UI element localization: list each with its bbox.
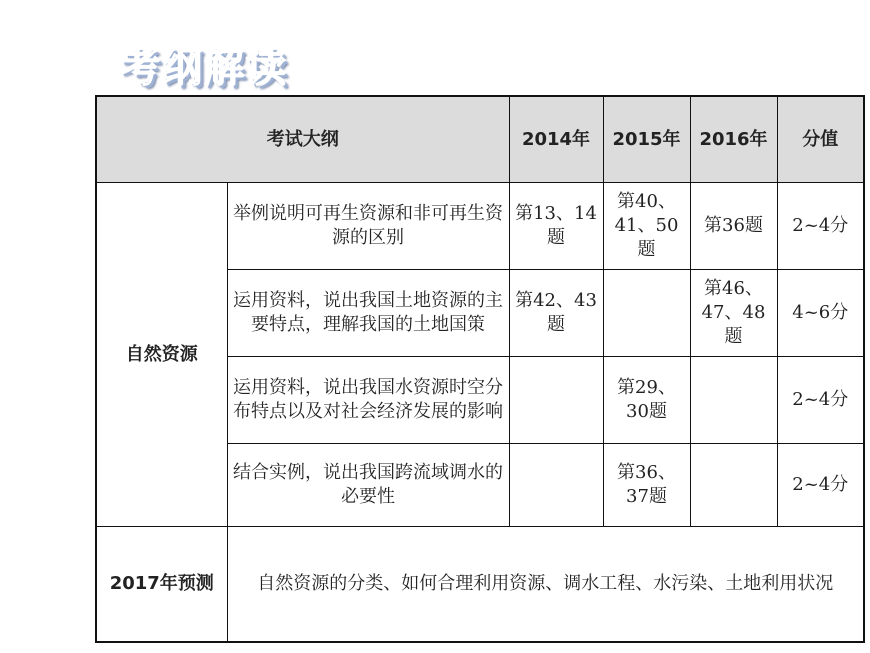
header-2014: 2014年 — [509, 96, 603, 183]
header-2016: 2016年 — [690, 96, 777, 183]
header-2015: 2015年 — [603, 96, 690, 183]
header-syllabus: 考试大纲 — [96, 96, 509, 183]
row-desc: 运用资料，说出我国水资源时空分布特点以及对社会经济发展的影响 — [227, 357, 509, 444]
header-row — [96, 96, 864, 183]
row-score: 4~6分 — [777, 270, 864, 357]
page-title: 考纲解读 — [120, 45, 288, 91]
category-cell: 自然资源 — [96, 183, 227, 527]
row-2014 — [509, 444, 603, 527]
prediction-label: 2017年预测 — [96, 527, 227, 643]
row-2015: 第29、30题 — [603, 357, 690, 444]
row-2015: 第36、37题 — [603, 444, 690, 527]
row-desc: 结合实例，说出我国跨流域调水的必要性 — [227, 444, 509, 527]
header-score: 分值 — [777, 96, 864, 183]
prediction-text: 自然资源的分类、如何合理利用资源、调水工程、水污染、土地利用状况 — [227, 527, 864, 643]
row-desc: 运用资料，说出我国土地资源的主要特点，理解我国的土地国策 — [227, 270, 509, 357]
row-2016 — [690, 357, 777, 444]
row-desc: 举例说明可再生资源和非可再生资源的区别 — [227, 183, 509, 270]
syllabus-table — [95, 95, 865, 643]
row-score: 2~4分 — [777, 444, 864, 527]
row-2014 — [509, 357, 603, 444]
row-2016 — [690, 444, 777, 527]
row-2016: 第36题 — [690, 183, 777, 270]
row-2015: 第40、41、50题 — [603, 183, 690, 270]
row-score: 2~4分 — [777, 357, 864, 444]
row-2016: 第46、47、48题 — [690, 270, 777, 357]
row-score: 2~4分 — [777, 183, 864, 270]
row-2015 — [603, 270, 690, 357]
prediction-row — [96, 527, 864, 643]
table-row — [96, 183, 864, 270]
row-2014: 第13、14题 — [509, 183, 603, 270]
row-2014: 第42、43题 — [509, 270, 603, 357]
